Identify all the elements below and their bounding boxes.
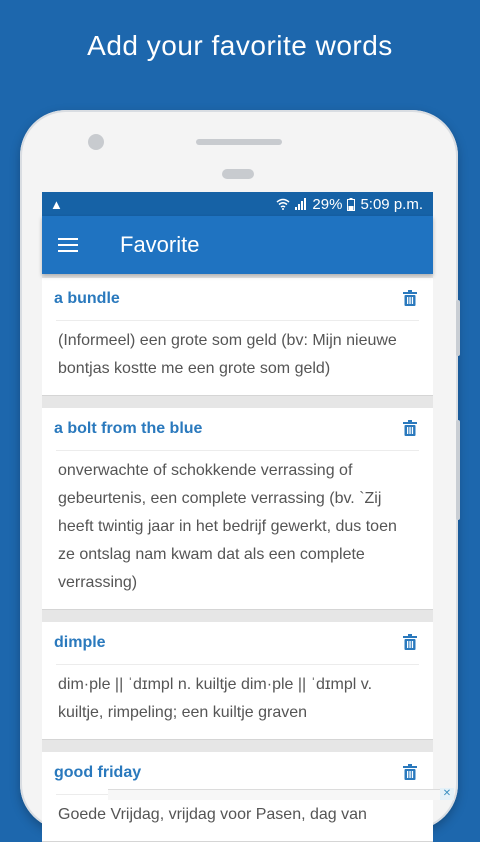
battery-percent: 29% — [312, 195, 343, 213]
favorite-card[interactable] — [42, 622, 433, 740]
favorite-card[interactable] — [42, 408, 433, 610]
menu-icon[interactable] — [58, 234, 78, 256]
phone-screen — [42, 192, 452, 823]
phone-camera — [88, 134, 104, 150]
status-time: 5:09 p.m. — [360, 195, 423, 213]
phone-speaker — [196, 139, 282, 145]
phone-sensor — [222, 169, 254, 179]
favorite-word[interactable]: a bundle — [54, 290, 120, 307]
favorite-word[interactable]: a bolt from the blue — [54, 420, 203, 437]
battery-icon — [347, 198, 355, 211]
trash-icon[interactable] — [403, 420, 417, 436]
trash-icon[interactable] — [403, 634, 417, 650]
ad-banner[interactable] — [108, 789, 454, 800]
phone-power-button — [456, 420, 460, 520]
favorite-definition: Goede Vrijdag, vrijdag voor Pasen, dag van — [56, 794, 419, 829]
status-bar — [42, 192, 433, 216]
signal-icon — [295, 198, 307, 210]
favorite-definition: (Informeel) een grote som geld (bv: Mijn nieuwe bontjas kostte me een grote som geld) — [56, 320, 419, 383]
page-title: Favorite — [120, 232, 200, 257]
wifi-icon — [276, 198, 290, 210]
favorite-card[interactable] — [42, 278, 433, 396]
favorite-definition: dim·ple || ˈdɪmpl n. kuiltje dim·ple || ˈdɪmpl v. kuiltje, rimpeling; een kuiltje graven — [56, 664, 419, 727]
warning-icon: ▲ — [50, 196, 63, 212]
favorites-list — [42, 274, 433, 842]
trash-icon[interactable] — [403, 290, 417, 306]
favorite-word[interactable]: good friday — [54, 764, 142, 781]
promo-headline: Add your favorite words — [87, 30, 393, 61]
phone-volume-button — [456, 300, 460, 356]
favorite-definition: onverwachte of schokkende verrassing of gebeurtenis, een complete verrassing (bv. `Zij heeft twintig jaar in het bedrijf gewerkt, dus toen ze ontslag nam kwam dat als een complete verrassing) — [56, 450, 419, 597]
close-icon[interactable]: ✕ — [440, 788, 454, 800]
app-bar — [42, 216, 433, 274]
favorite-word[interactable]: dimple — [54, 634, 106, 651]
trash-icon[interactable] — [403, 764, 417, 780]
